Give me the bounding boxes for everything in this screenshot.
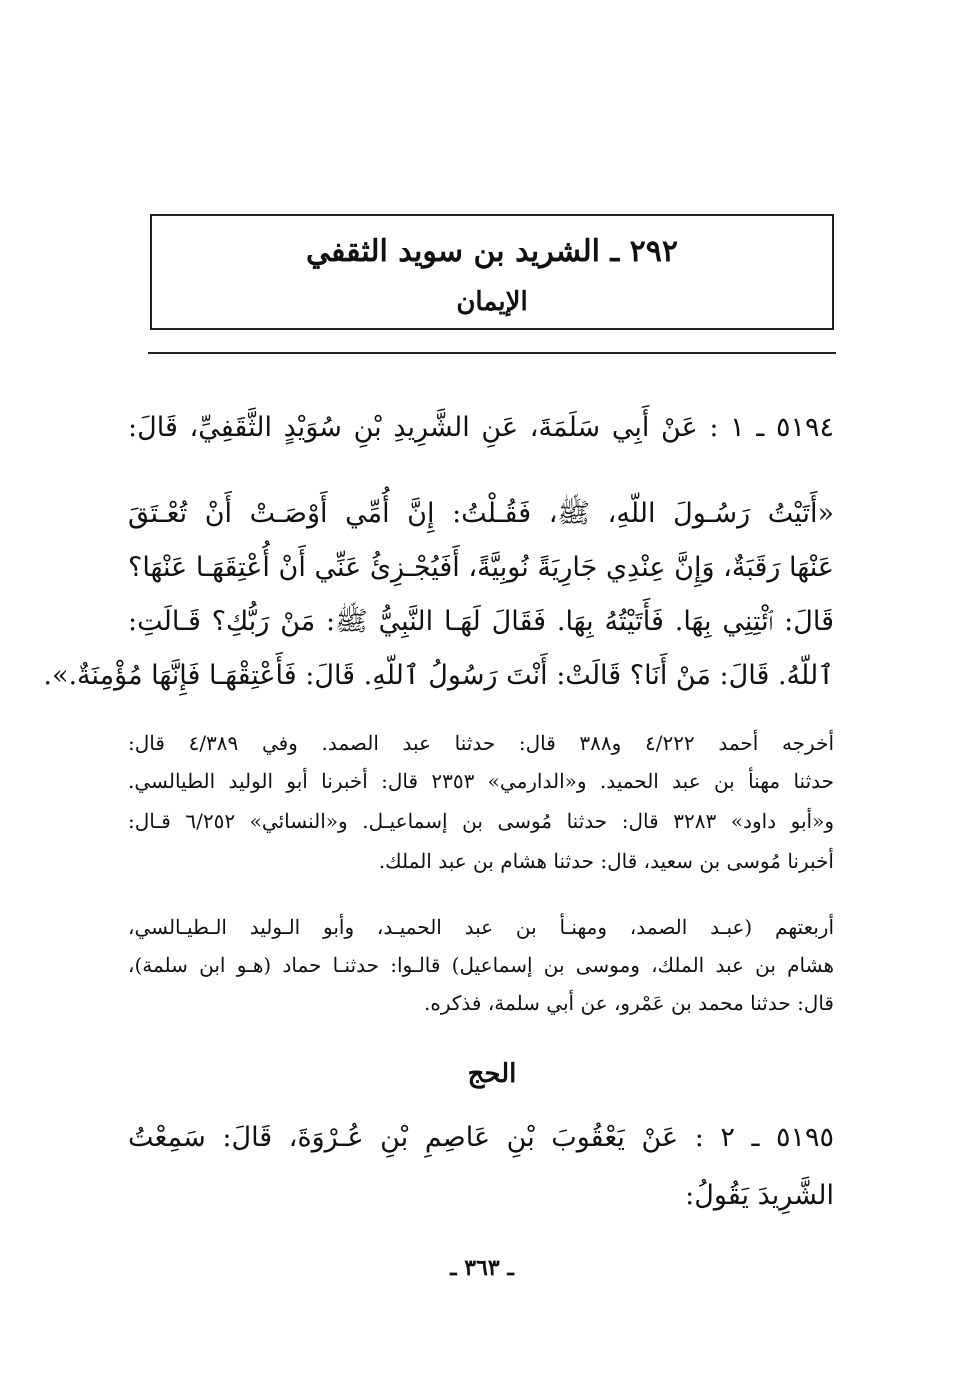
hadith-5194-line-4: قَالَ: ٱئْتِنِي بِهَا. فَأَتَيْتُهُ بِهَا. فَقَالَ لَهَـا النَّبِيُّ ﷺ: مَنْ رَبُّكِ؟ قَـالَتِ:: [128, 606, 834, 637]
hadith-5195-line-1: ٥١٩٥ ـ ٢ : عَنْ يَعْقُوبَ بْنِ عَاصِمِ بْنِ عُـرْوَةَ، قَالَ: سَمِعْتُ: [128, 1122, 834, 1153]
takhrij-1-line-2: حدثنا مهنأ بن عبد الحميد. و«الدارمي» ٢٣٥٣ قال: أخبرنا أبو الوليد الطيالسي.: [128, 769, 834, 793]
takhrij-2-line-3: قال: حدثنا محمد بن عَمْرو، عن أبي سلمة، فذكره.: [424, 991, 834, 1015]
section-title-hajj: الحج: [467, 1059, 517, 1089]
hadith-5194-line-1: ٥١٩٤ ـ ١ : عَنْ أَبِي سَلَمَةَ، عَنِ الشَّرِيدِ بْنِ سُوَيْدٍ الثَّقَفِيِّ، قَالَ:: [128, 412, 834, 443]
hadith-5194-line-5: ٱللّهُ. قَالَ: مَنْ أَنَا؟ قَالَتْ: أَنْتَ رَسُولُ ٱللّهِ. قَالَ: فَأَعْتِقْهَـا فَإِنَّهَا مُؤْمِنَةٌ.».: [43, 660, 834, 691]
chapter-title: ٢٩٢ ـ الشريد بن سويد الثقفي: [305, 234, 679, 269]
takhrij-2-line-1: أربعتهم (عبـد الصمد، ومهنـأ بن عبد الحميـد، وأبو الـوليد الـطيـالسي،: [128, 915, 834, 939]
hadith-5195-line-2: الشَّرِيدَ يَقُولُ:: [685, 1180, 834, 1211]
hadith-5194-line-2: «أَتَيْتُ رَسُـولَ اللّهِ، ﷺ، فَقُـلْتُ: إِنَّ أُمِّي أَوْصَـتْ أَنْ تُعْـتَقَ: [128, 498, 834, 529]
takhrij-1-line-4: أخبرنا مُوسى بن سعيد، قال: حدثنا هشام بن عبد الملك.: [378, 849, 834, 873]
takhrij-2-line-2: هشام بن عبد الملك، وموسى بن إسماعيل) قالـوا: حدثنـا حماد (هـو ابن سلمة)،: [128, 953, 834, 977]
takhrij-1-line-3: و«أبو داود» ٣٢٨٣ قال: حدثنا مُوسى بن إسماعيـل. و«النسائي» ٦/٢٥٢ قـال:: [128, 809, 835, 833]
takhrij-1-line-1: أخرجه أحمد ٤/٢٢٢ و٣٨٨ قال: حدثنا عبد الصمد. وفي ٤/٣٨٩ قال:: [128, 731, 834, 755]
chapter-title-box: [150, 214, 834, 330]
page-number: ـ ٣٦٣ ـ: [450, 1255, 514, 1281]
hadith-5194-line-3: عَنْهَا رَقَبَةٌ، وَإِنَّ عِنْدِي جَارِيَةً نُوبِيَّةً، أَفَيُجْـزِئُ عَنِّي أَنْ أُعْتِقَهَـا عَنْهَا؟: [128, 552, 834, 583]
horizontal-divider: [148, 352, 836, 354]
section-title-iman: الإيمان: [456, 287, 528, 317]
